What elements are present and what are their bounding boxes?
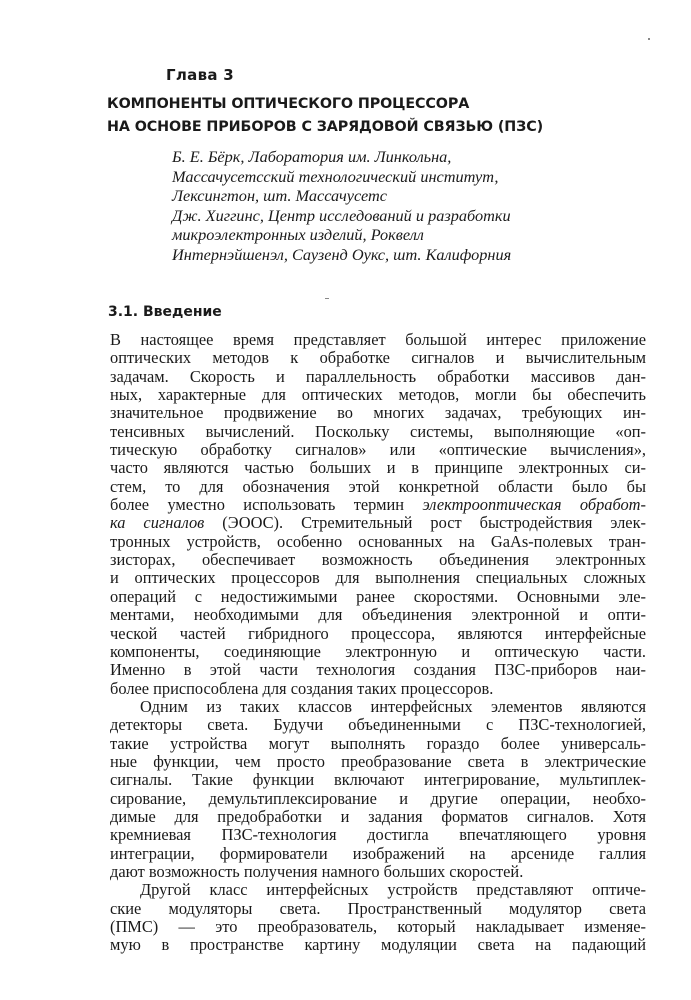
section-heading: 3.1. Введение bbox=[108, 304, 222, 320]
author-line: микроэлектронных изделий, Роквелл bbox=[172, 225, 424, 245]
text-line: димые для предобработки и задания форматов сигналов. Хотя bbox=[110, 806, 646, 826]
text-line: ские модуляторы света. Пространственный модулятор света bbox=[110, 898, 646, 918]
chapter-label: Глава 3 bbox=[166, 66, 235, 84]
text-line-mixed bbox=[110, 496, 646, 514]
text-run: (ЭООС). Стремительный рост быстродействия элек- bbox=[204, 513, 646, 533]
author-line: Лексингтон, шт. Массачусетс bbox=[172, 186, 387, 206]
author-affiliations bbox=[172, 147, 612, 265]
author-line: Интернэйшенэл, Саузенд Оукс, шт. Калифорния bbox=[172, 244, 512, 264]
chapter-title-line: НА ОСНОВЕ ПРИБОРОВ С ЗАРЯДОВОЙ СВЯЗЬЮ (ПЗС) bbox=[107, 119, 544, 135]
text-line: стем, то для обозначения этой конкретной области было бы bbox=[110, 476, 646, 496]
text-line: Именно в этой части технология создания ПЗС-приборов наи- bbox=[110, 660, 646, 680]
text-line: дают возможность получения намного больших скоростей. bbox=[110, 861, 524, 881]
text-line: мую в пространстве картину модуляции света на падающий bbox=[110, 935, 646, 955]
scan-speck bbox=[648, 38, 650, 40]
text-line: кремниевая ПЗС-технология достигла впечатляющего уровня bbox=[110, 825, 646, 845]
author-line: Дж. Хиггинс, Центр исследований и разработки bbox=[172, 205, 511, 225]
scan-speck bbox=[325, 298, 329, 299]
text-line: тическую обработку сигналов» или «оптические вычисления», bbox=[110, 440, 646, 460]
text-line: детекторы света. Будучи объединенными с ПЗС-технологией, bbox=[110, 715, 646, 735]
text-line: интеграции, формирователи изображений на арсениде галлия bbox=[110, 843, 646, 863]
text-line: сирование, демультиплексирование и другие операции, необхо- bbox=[110, 788, 646, 808]
text-line: операций с недостижимыми ранее скоростями. Основными эле- bbox=[110, 586, 646, 606]
text-line: ческой частей гибридного процессора, являются интерфейсные bbox=[110, 623, 646, 643]
text-run: более уместно использовать термин bbox=[110, 495, 405, 515]
text-line: оптических методов к обработке сигналов и вычислительным bbox=[110, 348, 646, 368]
text-line: и оптических процессоров для выполнения специальных сложных bbox=[110, 568, 646, 588]
chapter-title-line: КОМПОНЕНТЫ ОПТИЧЕСКОГО ПРОЦЕССОРА bbox=[107, 96, 470, 112]
text-line: Другой класс интерфейсных устройств представляют оптиче- bbox=[140, 880, 646, 900]
text-line-mixed bbox=[110, 514, 646, 532]
body-text bbox=[110, 331, 646, 955]
text-line: зисторах, обеспечивает возможность объединения электронных bbox=[110, 550, 646, 570]
text-line: ные функции, чем просто преобразование света в электрические bbox=[110, 751, 646, 771]
text-line: сигналы. Такие функции включают интегрирование, мультиплек- bbox=[110, 770, 646, 790]
text-line: тронных устройств, особенно основанных на GaAs-полевых тран- bbox=[110, 531, 646, 551]
text-line: часто являются частью больших и в принципе электронных си- bbox=[110, 458, 646, 478]
text-line: (ПМС) — это преобразователь, который накладывает изменяе- bbox=[110, 917, 646, 936]
text-line: компоненты, соединяющие электронную и оптическую части. bbox=[110, 641, 646, 661]
text-line: значительное продвижение во многих задачах, требующих ин- bbox=[110, 403, 646, 423]
italic-term: электрооптическая обработ- bbox=[422, 495, 646, 515]
author-line: Массачусетсский технологический институт, bbox=[172, 166, 499, 186]
text-line: такие устройства могут выполнять гораздо более универсаль- bbox=[110, 733, 646, 753]
text-line: ментами, необходимыми для объединения электронной и опти- bbox=[110, 605, 646, 625]
text-line: более приспособлена для создания таких процессоров. bbox=[110, 678, 494, 698]
text-line: Одним из таких классов интерфейсных элементов являются bbox=[140, 696, 646, 716]
text-line: тенсивных вычислений. Поскольку системы, выполняющие «оп- bbox=[110, 421, 646, 441]
text-line: В настоящее время представляет большой интерес приложение bbox=[110, 330, 646, 349]
text-line: ных, характерные для оптических методов, могли бы обеспечить bbox=[110, 385, 646, 405]
italic-term: ка сигналов bbox=[110, 513, 205, 533]
author-line: Б. Е. Бёрк, Лаборатория им. Линкольна, bbox=[172, 147, 452, 166]
chapter-title bbox=[107, 93, 587, 139]
text-line: задачам. Скорость и параллельность обработки массивов дан- bbox=[110, 366, 646, 386]
